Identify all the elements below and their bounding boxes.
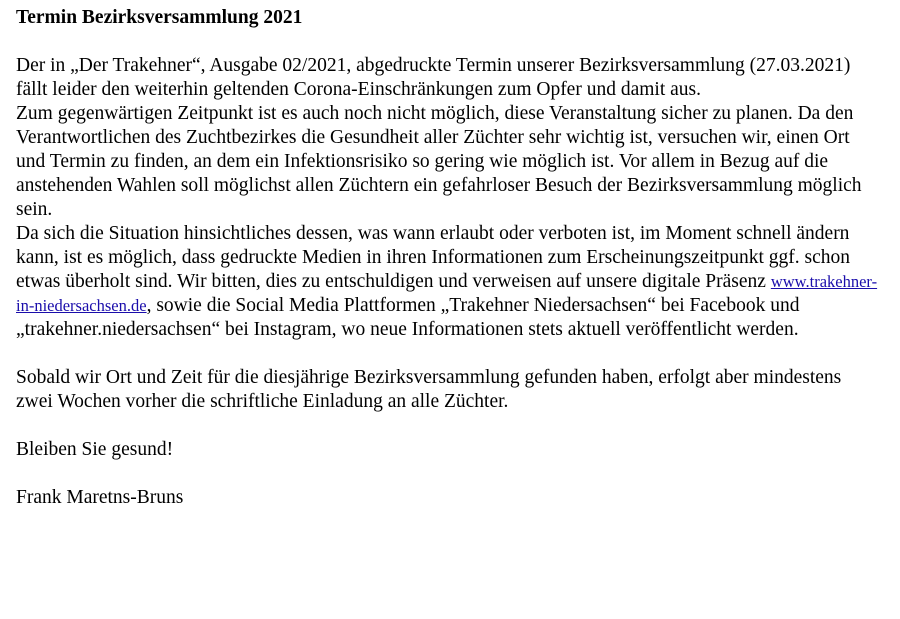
paragraph-invitation: Sobald wir Ort und Zeit für die diesjährige Bezirksversammlung gefunden haben, erfolgt aber mindestens zwei Wochen vorher die schriftliche Einladung an alle Züchter. xyxy=(16,367,842,412)
spacer xyxy=(16,414,878,438)
signature: Frank Maretns-Bruns xyxy=(16,487,184,508)
website-link[interactable]: www.trakehner-in-niedersachsen.de xyxy=(16,272,878,315)
paragraph-digital-presence xyxy=(16,222,878,342)
spacer xyxy=(16,342,878,366)
closing-line: Bleiben Sie gesund! xyxy=(16,439,174,460)
paragraph-text-before-link: Da sich die Situation hinsichtliches dessen, was wann erlaubt oder verboten ist, im Moment schnell ändern kann, ist es möglich, dass gedruckte Medien in ihren Informationen zum Erscheinungszeitpunkt ggf. schon etwas überholt sind. Wir bitten, dies zu entschuldigen und verweisen auf unsere digitale Präsenz xyxy=(16,223,850,292)
spacer xyxy=(16,462,878,486)
spacer xyxy=(16,30,878,54)
paragraph-text-after-link: , sowie die Social Media Plattformen „Trakehner Niedersachsen“ bei Facebook und „trakehner.niedersachsen“ bei Instagram, wo neue Informationen stets aktuell veröffentlicht werden. xyxy=(16,295,800,340)
paragraph-planning: Zum gegenwärtigen Zeitpunkt ist es auch noch nicht möglich, diese Veranstaltung sicher zu planen. Da den Verantwortlichen des Zuchtbezirkes die Gesundheit aller Züchter sehr wichtig ist, versuchen wir, einen Ort und Termin zu finden, an dem ein Infektionsrisiko so gering wie möglich ist. Vor allem in Bezug auf die anstehenden Wahlen soll möglichst allen Züchtern ein gefahrloser Besuch der Bezirksversammlung möglich sein. xyxy=(16,103,862,220)
document-title: Termin Bezirksversammlung 2021 xyxy=(16,7,303,28)
paragraph-cancellation: Der in „Der Trakehner“, Ausgabe 02/2021, abgedruckte Termin unserer Bezirksversammlung (27.03.2021) fällt leider den weiterhin geltenden Corona-Einschränkungen zum Opfer und damit aus. xyxy=(16,55,851,100)
